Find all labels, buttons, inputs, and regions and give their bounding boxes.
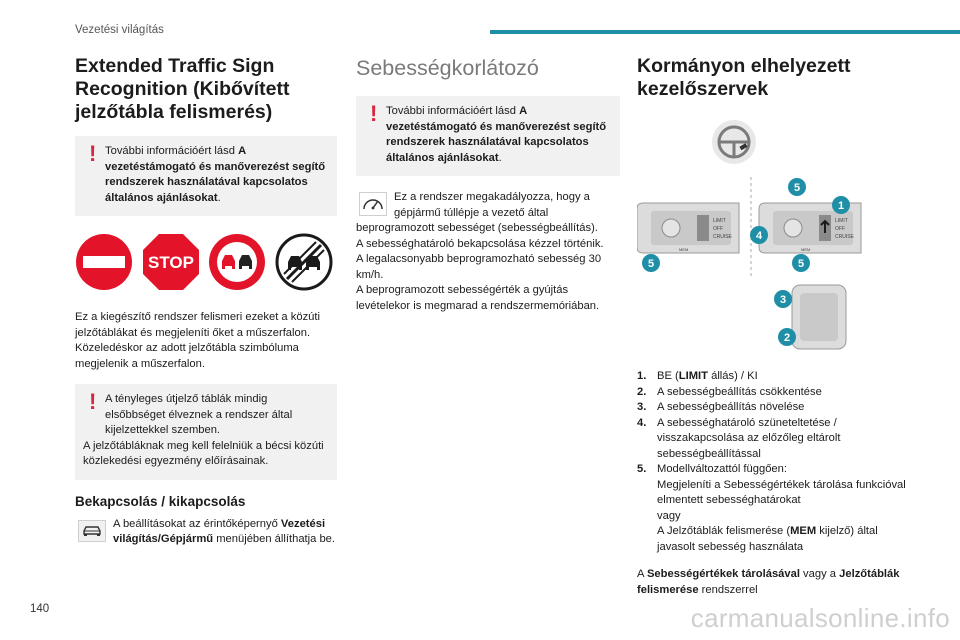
callout-2 [778,328,796,346]
watermark: carmanualsonline.info [690,603,950,633]
warning-note [356,96,620,176]
end-no-overtaking-sign-icon [275,233,333,291]
stalk-limit-label: LIMIT [835,218,848,224]
limiter-manual-text: A sebességhatároló bekapcsolása kézzel történik. [356,237,604,250]
warning-exclamation-icon: ! [89,389,97,414]
note-line: A jelzőtábláknak meg kell felelniük a bécsi közúti közlekedési egyezmény előírásainak. [83,439,324,467]
stop-sign-icon [142,233,200,291]
onoff-text-end: menüjében állíthatja be. [213,533,336,545]
svg-text:3: 3 [779,294,787,306]
note-post: . [498,151,502,164]
svg-text:5: 5 [647,258,655,270]
left-stalk [637,203,739,253]
stalk-cruise-label: CRUISE [835,234,854,240]
limiter-memory-text: A beprogramozott sebességérték a gyújtás levételekor is megmarad a rendszermemóriában. [356,284,600,312]
svg-text:5: 5 [793,182,801,194]
onoff-subtitle: Bekapcsolás / kikapcsolás [75,493,246,509]
stop-sign-label: STOP [147,253,194,272]
speedometer-icon [356,191,390,217]
legend-item: 4. A sebességhatároló szüneteltetése / visszakapcsolása az előzőleg eltárolt sebességbeállítással [637,416,841,460]
callout-1 [832,196,850,214]
recognition-paragraph: Ez a kiegészítő rendszer felismeri ezeket a közúti jelzőtáblákat és megjeleníti őket a műszerfalon. [75,311,320,339]
svg-text:5: 5 [797,258,805,270]
legend-item: 3. A sebességbeállítás növelése [637,401,805,413]
note-line: A tényleges útjelző táblák mindig [105,393,268,405]
no-entry-sign-icon [75,233,133,291]
callout-3 [774,290,792,308]
onoff-text: A beállításokat az érintőképernyő [113,517,281,530]
note-post: . [217,191,221,204]
legend-item: 5. Modellváltozattól függően: Megjeleníti a Sebességértékek tárolása funkcióval elmentett sebességhatárokat vagy A Jelzőtáblák felismerése (MEM kijelző) által javasolt sebesség használata [637,463,906,553]
svg-text:2: 2 [783,332,791,344]
header-accent-bar [490,30,960,34]
warning-note [75,136,337,216]
callout-5-top [788,178,806,196]
controls-legend [637,369,907,555]
stalk-off-label: OFF [835,226,845,232]
stalk-mem-label: MEM [801,247,811,252]
limiter-min-speed-text: A legalacsonyabb beprogramozható sebesség 30 km/h. [356,253,602,281]
traffic-sign-title: Extended Traffic Sign Recognition (Kibővített jelzőtábla felismerés) [75,55,290,123]
stalk-mem-label: MEM [679,247,689,252]
note-bold: A [519,105,528,117]
approach-paragraph: Közeledéskor az adott jelzőtábla szimbóluma megjelenik a műszerfalon. [75,342,299,370]
note-bold-rest: vezetéstámogató és manőverezést segítő rendszerek használatával kapcsolatos általános ajánlásokat [105,160,326,204]
callout-5-left [642,254,660,272]
note-text: További információért lásd [386,105,520,117]
warning-exclamation-icon: ! [370,101,378,126]
note-line: elsőbbséget élveznek a rendszer által kijelzettekkel szemben. [105,408,293,436]
note-bold: A [238,145,247,157]
onoff-bold: Vezetési világítás/Gépjármű [113,517,326,545]
traffic-signs-row [75,232,333,292]
svg-text:1: 1 [837,200,845,212]
no-overtaking-sign-icon [208,233,266,291]
stalk-diagram [637,177,907,357]
steering-wheel-icon [709,117,769,167]
page-number: 140 [30,603,50,615]
vehicle-menu-icon [75,518,109,544]
steering-controls-title: Kormányon elhelyezett kezelőszervek [637,55,851,100]
speed-limiter-title: Sebességkorlátozó [356,56,539,80]
svg-text:4: 4 [755,230,763,242]
column-speed-limiter [356,55,620,314]
limiter-description [356,190,620,314]
stalk-limit-label: LIMIT [713,218,726,224]
note-bold-rest: vezetéstámogató és manőverezést segítő rendszerek használatával kapcsolatos általános ajánlásokat [386,120,607,164]
stalk-off-label: OFF [713,226,723,232]
bottom-stalk [792,285,846,349]
note-text: További információért lásd [105,145,239,157]
closing-paragraph: A Sebességértékek tárolásával vagy a Jelzőtáblák felismerése rendszerrel [637,568,900,596]
callout-4 [750,226,768,244]
column-steering-controls [637,55,907,598]
limiter-lead-text: Ez a rendszer megakadályozza, hogy a gépjármű túllépje a vezető által beprogramozott sebességet (sebességbeállítás). [356,191,598,234]
column-traffic-sign [75,55,337,548]
stalk-illustration [637,177,907,357]
callout-5-right [792,254,810,272]
legend-item: 2. A sebességbeállítás csökkentése [637,385,822,398]
section-title: Vezetési világítás [75,24,164,36]
priority-note [75,384,337,480]
warning-exclamation-icon: ! [89,141,97,166]
stalk-cruise-label: CRUISE [713,234,732,240]
onoff-paragraph [75,517,337,548]
legend-item: 1. BE (LIMIT állás) / KI [637,370,758,382]
